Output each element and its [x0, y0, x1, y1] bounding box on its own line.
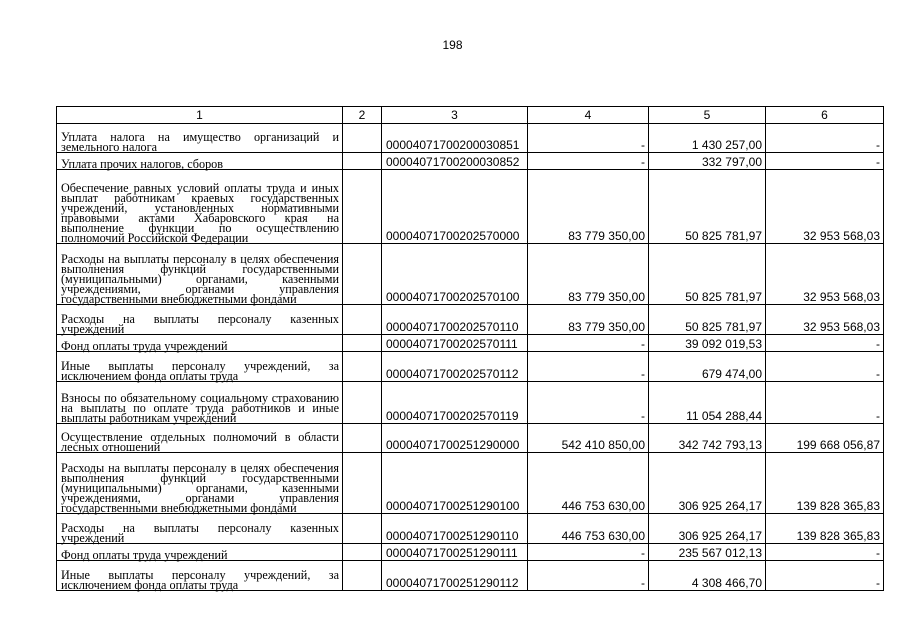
- column-header: 3: [382, 107, 528, 124]
- table-row: [57, 544, 884, 561]
- row-col2: [343, 305, 382, 335]
- row-col2: [343, 424, 382, 453]
- row-value-4: 542 410 850,00: [528, 424, 649, 453]
- row-code: 00004071700202570111: [382, 335, 528, 352]
- column-header: 5: [649, 107, 766, 124]
- row-value-4: 446 753 630,00: [528, 514, 649, 544]
- row-col2: [343, 124, 382, 153]
- row-value-6: -: [766, 382, 884, 424]
- row-value-5: 306 925 264,17: [649, 514, 766, 544]
- table-header-row: [57, 107, 884, 124]
- row-col2: [343, 561, 382, 591]
- row-code: 00004071700202570119: [382, 382, 528, 424]
- row-value-6: 139 828 365,83: [766, 453, 884, 514]
- row-code: 00004071700202570110: [382, 305, 528, 335]
- row-value-4: -: [528, 382, 649, 424]
- row-code: 00004071700202570100: [382, 244, 528, 305]
- row-value-4: 83 779 350,00: [528, 244, 649, 305]
- row-value-6: 139 828 365,83: [766, 514, 884, 544]
- row-value-5: 4 308 466,70: [649, 561, 766, 591]
- row-code: 00004071700202570112: [382, 352, 528, 382]
- row-col2: [343, 544, 382, 561]
- row-name: Обеспечение равных условий оплаты труда и иных выплат работникам краевых государственных учреждений, установленных нормативными правовыми актами Хабаровского края на выполнение функции по осуществлению полномочий Российской Федерации: [57, 170, 343, 244]
- row-value-6: -: [766, 335, 884, 352]
- row-code: 00004071700200030852: [382, 153, 528, 170]
- row-value-4: 446 753 630,00: [528, 453, 649, 514]
- page-number: 198: [442, 38, 463, 52]
- row-value-6: -: [766, 124, 884, 153]
- table-row: [57, 305, 884, 335]
- row-name: Фонд оплаты труда учреждений: [57, 335, 343, 352]
- row-value-4: -: [528, 561, 649, 591]
- row-value-5: 679 474,00: [649, 352, 766, 382]
- row-name: Уплата налога на имущество организаций и земельного налога: [57, 124, 343, 153]
- row-name: Иные выплаты персоналу учреждений, за исключением фонда оплаты труда: [57, 352, 343, 382]
- row-value-5: 50 825 781,97: [649, 305, 766, 335]
- row-col2: [343, 352, 382, 382]
- row-name: Взносы по обязательному социальному страхованию на выплаты по оплате труда работников и иные выплаты работникам учреждений: [57, 382, 343, 424]
- column-header: 1: [57, 107, 343, 124]
- row-value-6: 32 953 568,03: [766, 244, 884, 305]
- row-value-6: 32 953 568,03: [766, 305, 884, 335]
- table-row: [57, 514, 884, 544]
- table-row: [57, 424, 884, 453]
- row-name: Расходы на выплаты персоналу казенных учреждений: [57, 305, 343, 335]
- table-row: [57, 124, 884, 153]
- table-row: [57, 170, 884, 244]
- row-col2: [343, 514, 382, 544]
- row-value-5: 39 092 019,53: [649, 335, 766, 352]
- table-row: [57, 153, 884, 170]
- row-name: Расходы на выплаты персоналу в целях обеспечения выполнения функций государственными (муниципальными) органами, казенными учреждениями, органами управления государственными внебюджетными фондами: [57, 244, 343, 305]
- row-col2: [343, 170, 382, 244]
- row-name: Иные выплаты персоналу учреждений, за исключением фонда оплаты труда: [57, 561, 343, 591]
- row-name: Расходы на выплаты персоналу в целях обеспечения выполнения функций государственными (муниципальными) органами, казенными учреждениями, органами управления государственными внебюджетными фондами: [57, 453, 343, 514]
- row-code: 00004071700202570000: [382, 170, 528, 244]
- table-row: [57, 561, 884, 591]
- row-value-5: 1 430 257,00: [649, 124, 766, 153]
- table-row: [57, 382, 884, 424]
- row-value-4: -: [528, 352, 649, 382]
- row-code: 00004071700251290112: [382, 561, 528, 591]
- column-header: 6: [766, 107, 884, 124]
- row-value-4: 83 779 350,00: [528, 170, 649, 244]
- row-value-5: 50 825 781,97: [649, 244, 766, 305]
- row-value-4: -: [528, 124, 649, 153]
- row-code: 00004071700251290111: [382, 544, 528, 561]
- row-code: 00004071700251290100: [382, 453, 528, 514]
- row-col2: [343, 244, 382, 305]
- budget-table: [56, 106, 884, 591]
- row-value-4: 83 779 350,00: [528, 305, 649, 335]
- row-value-5: 235 567 012,13: [649, 544, 766, 561]
- row-value-5: 50 825 781,97: [649, 170, 766, 244]
- row-value-5: 332 797,00: [649, 153, 766, 170]
- row-value-5: 306 925 264,17: [649, 453, 766, 514]
- column-header: 2: [343, 107, 382, 124]
- row-name: Уплата прочих налогов, сборов: [57, 153, 343, 170]
- row-name: Осуществление отдельных полномочий в области лесных отношений: [57, 424, 343, 453]
- row-value-4: -: [528, 544, 649, 561]
- row-value-6: -: [766, 544, 884, 561]
- row-col2: [343, 153, 382, 170]
- column-header: 4: [528, 107, 649, 124]
- row-value-6: -: [766, 153, 884, 170]
- row-value-5: 11 054 288,44: [649, 382, 766, 424]
- row-value-6: 199 668 056,87: [766, 424, 884, 453]
- row-name: Фонд оплаты труда учреждений: [57, 544, 343, 561]
- table-row: [57, 352, 884, 382]
- row-value-6: -: [766, 352, 884, 382]
- row-col2: [343, 453, 382, 514]
- row-value-4: -: [528, 153, 649, 170]
- row-col2: [343, 382, 382, 424]
- row-code: 00004071700251290110: [382, 514, 528, 544]
- row-col2: [343, 335, 382, 352]
- row-name: Расходы на выплаты персоналу казенных учреждений: [57, 514, 343, 544]
- row-value-5: 342 742 793,13: [649, 424, 766, 453]
- table-row: [57, 244, 884, 305]
- table-row: [57, 335, 884, 352]
- row-value-6: 32 953 568,03: [766, 170, 884, 244]
- table-row: [57, 453, 884, 514]
- row-value-4: -: [528, 335, 649, 352]
- row-code: 00004071700200030851: [382, 124, 528, 153]
- row-code: 00004071700251290000: [382, 424, 528, 453]
- row-value-6: -: [766, 561, 884, 591]
